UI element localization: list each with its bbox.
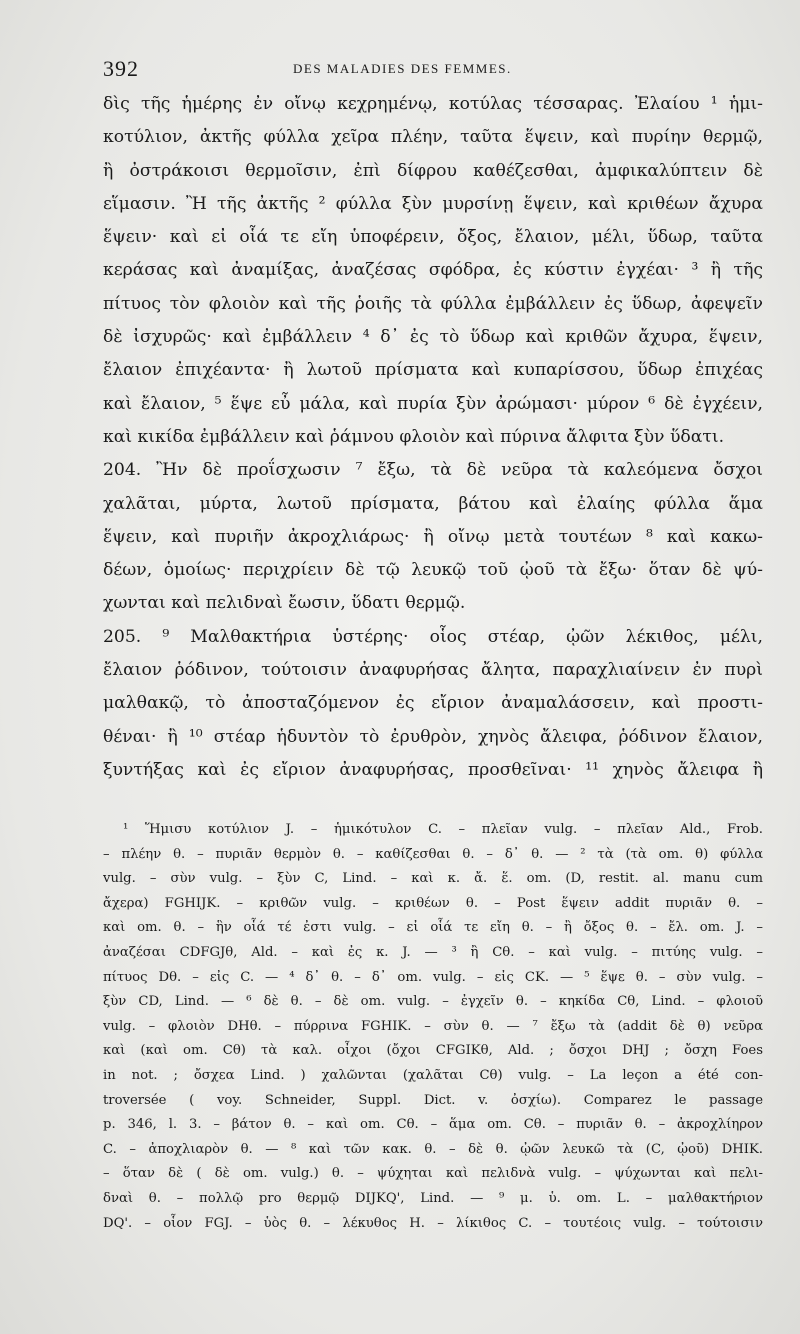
text-line: ἔλαιον ἐπιχέαντα· ἢ λωτοῦ πρίσματα καὶ κυπαρίσσου, ὕδωρ ἐπιχέας <box>103 360 763 381</box>
text-line: δέων, ὁμοίως· περιχρίειν δὲ τῷ λευκῷ τοῦ ᾠοῦ τὰ ἔξω· ὅταν δὲ ψύ- <box>103 560 763 581</box>
running-head: DES MALADIES DES FEMMES. <box>293 61 512 76</box>
footnote-line: vulg. – φλοιὸν DHθ. – πύρρινα FGHIK. – σὺν θ. — ⁷ ἔξω τὰ (addit δὲ θ) νεῦρα <box>103 1018 763 1034</box>
footnote-line: p. 346, l. 3. – βάτον θ. – καὶ om. Cθ. – ἅμα om. Cθ. – πυριᾶν θ. – ἀκροχλίηρον <box>103 1117 763 1133</box>
text-line: χωνται καὶ πελιδναὶ ἔωσιν, ὕδατι θερμῷ. <box>103 593 466 614</box>
text-line: καὶ κικίδα ἐμβάλλειν καὶ ῥάμνου φλοιὸν καὶ πύρινα ἄλφιτα ξὺν ὕδατι. <box>103 426 725 447</box>
section-204-start: 204. Ἢν δὲ προΐσχωσιν ⁷ ἔξω, τὰ δὲ νεῦρα τὰ καλεόμενα ὄσχοι <box>103 460 763 481</box>
main-text <box>103 88 763 787</box>
text-line: μαλθακῷ, τὸ ἀποσταζόμενον ἐς εἴριον ἀναμαλάσσειν, καὶ προστι- <box>103 693 763 714</box>
page-header <box>103 56 763 86</box>
text-line: ἢ ὀστράκοισι θερμοῖσιν, ἐπὶ δίφρου καθέζεσθαι, ἀμφικαλύπτειν δὲ <box>103 160 763 181</box>
footnote-line: ἀναζέσαι CDFGJθ, Ald. – καὶ ἐς κ. J. — ³ ἢ Cθ. – καὶ vulg. – πιτύης vulg. – <box>103 944 763 960</box>
footnote-line: – πλέην θ. – πυριᾶν θερμὸν θ. – καθίζεσθαι θ. – δ᾽ θ. — ² τὰ (τὰ om. θ) φύλλα <box>103 846 763 862</box>
text-line: καὶ ἔλαιον, ⁵ ἕψε εὖ μάλα, καὶ πυρία ξὺν ἀρώμασι· μύρον ⁶ δὲ ἐγχέειν, <box>103 393 763 414</box>
text-line: εἵμασιν. Ἢ τῆς ἀκτῆς ² φύλλα ξὺν μυρσίνῃ ἕψειν, καὶ κριθέων ἄχυρα <box>103 193 763 214</box>
text-line: πίτυος τὸν φλοιὸν καὶ τῆς ῥοιῆς τὰ φύλλα ἐμβάλλειν ἐς ὕδωρ, ἀφεψεῖν <box>103 293 763 314</box>
footnote-line: vulg. – σὺν vulg. – ξὺν C, Lind. – καὶ κ. ἄ. ἕ. om. (D, restit. al. manu cum <box>103 871 763 887</box>
footnote-line: ¹ Ἥμισυ κοτύλιον J. – ἡμικότυλον C. – πλεῖαν vulg. – πλεῖαν Ald., Frob. <box>123 822 763 837</box>
text-line: κεράσας καὶ ἀναμίξας, ἀναζέσας σφόδρα, ἐς κύστιν ἐγχέαι· ³ ἢ τῆς <box>103 260 763 281</box>
footnote-line: καὶ om. θ. – ἣν οἷά τέ ἐστι vulg. – εἰ οἷά τε εἴη θ. – ἢ ὄξος θ. – ἔλ. om. J. – <box>103 920 763 936</box>
footnote-line: troversée ( voy. Schneider, Suppl. Dict. v. ὀσχίω). Comparez le passage <box>103 1092 763 1108</box>
footnote-line: ἄχερα) FGHIJK. – κριθῶν vulg. – κριθέων θ. – Post ἕψειν addit πυριᾶν θ. – <box>103 895 763 911</box>
text-line: ἕψειν· καὶ εἰ οἷά τε εἴη ὑποφέρειν, ὄξος, ἔλαιον, μέλι, ὕδωρ, ταῦτα <box>103 227 763 248</box>
footnote-line: C. – ἀποχλιαρὸν θ. — ⁸ καὶ τῶν κακ. θ. – δὲ θ. ᾠῶν λευκῶ τὰ (C, ᾠοῦ) DHIK. <box>103 1141 763 1157</box>
text-line: ἕψειν, καὶ πυριῆν ἀκροχλιάρως· ἢ οἴνῳ μετὰ τουτέων ⁸ καὶ κακω- <box>103 526 763 547</box>
footnote-line: δναὶ θ. – πολλῷ pro θερμῷ DIJKQ', Lind. — ⁹ μ. ὑ. om. L. – μαλθακτήριον <box>103 1190 763 1206</box>
text-line: δὶς τῆς ἡμέρης ἐν οἴνῳ κεχρημένῳ, κοτύλας τέσσαρας. Ἐλαίου ¹ ἡμι- <box>103 94 763 114</box>
text-line: θέναι· ἢ ¹⁰ στέαρ ἡδυντὸν τὸ ἐρυθρὸν, χηνὸς ἄλειφα, ῥόδινον ἔλαιον, <box>103 726 763 747</box>
footnote-line: in not. ; ὄσχεα Lind. ) χαλῶνται (χαλᾶται Cθ) vulg. – La leçon a été con- <box>103 1067 763 1083</box>
footnote-line: – ὅταν δὲ ( δὲ om. vulg.) θ. – ψύχηται καὶ πελιδνὰ vulg. – ψύχωνται καὶ πελι- <box>103 1166 763 1182</box>
text-line: δὲ ἰσχυρῶς· καὶ ἐμβάλλειν ⁴ δ᾽ ἐς τὸ ὕδωρ καὶ κριθῶν ἄχυρα, ἕψειν, <box>103 327 763 348</box>
section-205-start: 205. ⁹ Μαλθακτήρια ὑστέρης· οἷος στέαρ, ᾠῶν λέκιθος, μέλι, <box>103 626 763 647</box>
text-line: κοτύλιον, ἀκτῆς φύλλα χεῖρα πλέην, ταῦτα ἕψειν, καὶ πυρίην θερμῷ, <box>103 127 763 148</box>
page-number: 392 <box>103 56 139 81</box>
text-line: ξυντήξας καὶ ἐς εἴριον ἀναφυρήσας, προσθεῖναι· ¹¹ χηνὸς ἄλειφα ἢ <box>103 759 763 780</box>
footnotes <box>103 818 763 1236</box>
footnote-line: καὶ (καὶ om. Cθ) τὰ καλ. οἶχοι (ὄχοι CFGIKθ, Ald. ; ὄσχοι DHJ ; ὄσχη Foes <box>103 1043 763 1059</box>
text-line: χαλᾶται, μύρτα, λωτοῦ πρίσματα, βάτου καὶ ἐλαίης φύλλα ἅμα <box>103 493 763 514</box>
footnote-line: πίτυος Dθ. – εἰς C. — ⁴ δ᾽ θ. – δ᾽ om. vulg. – εἰς CK. — ⁵ ἕψε θ. – σὺν vulg. – <box>103 969 763 985</box>
text-line: ἔλαιον ῥόδινον, τούτοισιν ἀναφυρήσας ἄλητα, παραχλιαίνειν ἐν πυρὶ <box>103 660 763 681</box>
footnote-line: ξὺν CD, Lind. — ⁶ δὲ θ. – δὲ om. vulg. – ἐγχεῖν θ. – κηκίδα Cθ, Lind. – φλοιοῦ <box>103 994 763 1010</box>
footnote-line: DQ'. – οἷον FGJ. – ὑὸς θ. – λέκυθος H. – λίκιθος C. – τουτέοις vulg. – τούτοισιν <box>103 1215 763 1231</box>
